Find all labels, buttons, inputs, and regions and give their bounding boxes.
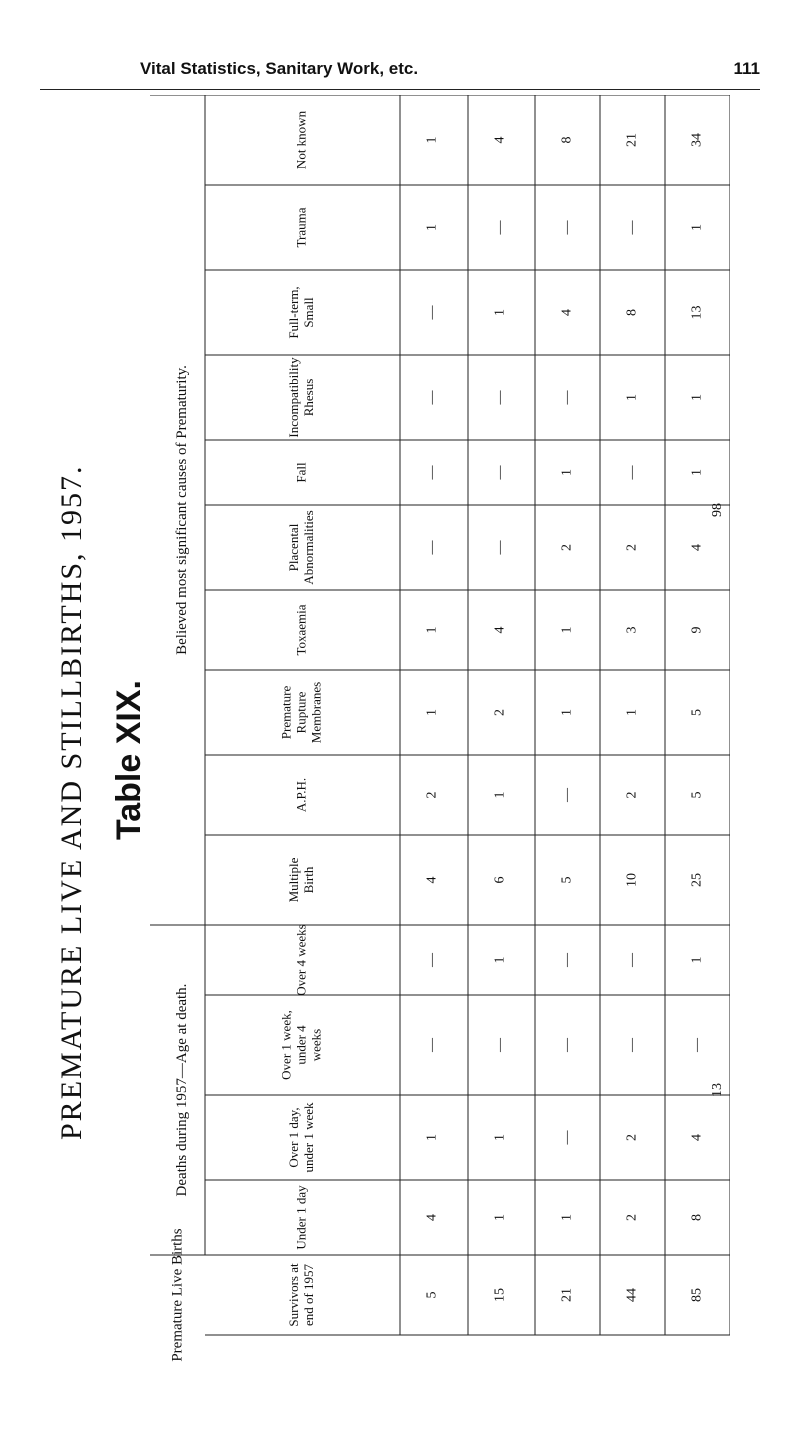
column-header-fall: Fall: [293, 462, 309, 483]
cell-rh-4: 1: [689, 394, 705, 401]
column-header-d3: under 4: [293, 1025, 309, 1065]
cell-d1-1: 1: [492, 1214, 508, 1221]
table-label: Table XIX.: [110, 680, 148, 840]
column-header-rh: Incompatibility: [285, 357, 301, 438]
cell-d2-2: —: [559, 1130, 575, 1145]
cell-fts-3: 8: [624, 309, 640, 316]
header-title: Vital Statistics, Sanitary Work, etc.: [140, 59, 419, 78]
cell-plac-4: 4: [689, 544, 705, 551]
column-header-nk: Not known: [293, 110, 309, 170]
cell-d4-0: —: [424, 953, 440, 967]
cell-d4-3: —: [624, 953, 640, 967]
cell-prm-3: 1: [624, 709, 640, 716]
cell-trauma-0: 1: [424, 224, 440, 231]
cell-mult-3: 10: [624, 873, 640, 887]
column-header-aph: A.P.H.: [293, 777, 309, 813]
cell-rh-2: —: [559, 390, 575, 405]
cell-surv-4: 85: [689, 1288, 705, 1302]
cell-surv-3: 44: [624, 1288, 640, 1302]
cell-mult-0: 4: [424, 876, 440, 884]
cell-nk-2: 8: [559, 136, 575, 144]
column-header-trauma: Trauma: [293, 207, 309, 248]
cell-rh-0: —: [424, 390, 440, 405]
cell-d2-1: 1: [492, 1134, 508, 1141]
cell-d2-4: 4: [689, 1134, 705, 1141]
cell-d1-4: 8: [689, 1214, 705, 1221]
cell-aph-1: 1: [492, 791, 508, 799]
table-titles: [45, 120, 165, 1320]
cell-aph-2: —: [559, 788, 575, 802]
cell-trauma-1: —: [492, 220, 508, 235]
cell-trauma-2: —: [559, 220, 575, 235]
cell-tox-0: 1: [424, 626, 440, 634]
cell-plac-0: —: [424, 540, 440, 555]
cell-surv-0: 5: [424, 1291, 440, 1299]
cell-nk-4: 34: [689, 133, 705, 147]
group-believed-causes: Believed most significant causes of Prematurity.: [173, 365, 190, 655]
cell-fts-2: 4: [559, 309, 575, 316]
cell-d4-1: 1: [492, 956, 508, 964]
cell-mult-2: 5: [559, 876, 575, 884]
cell-rh-1: —: [492, 390, 508, 405]
cell-tox-4: 9: [689, 626, 705, 634]
group-premature-live-births: Premature Live Births: [169, 1228, 186, 1362]
cell-d3-3: —: [624, 1038, 640, 1052]
cell-d1-2: 1: [559, 1214, 575, 1221]
column-header-prm: Membranes: [308, 681, 324, 744]
column-header-surv: end of 1957: [300, 1263, 316, 1327]
cell-aph-3: 2: [624, 791, 640, 799]
cell-prm-1: 2: [492, 709, 508, 716]
cell-d2-0: 1: [424, 1134, 440, 1141]
cell-d3-2: —: [559, 1038, 575, 1052]
cell-prm-2: 1: [559, 709, 575, 716]
column-header-plac: Abnormalities: [300, 510, 316, 585]
cell-fts-0: —: [424, 305, 440, 320]
premature-births-table: [150, 95, 730, 1440]
column-header-d3: weeks: [308, 1028, 324, 1062]
cell-d3-0: —: [424, 1038, 440, 1052]
column-header-d1: Under 1 day: [293, 1185, 309, 1250]
cell-d1-0: 4: [424, 1214, 440, 1221]
cell-mult-1: 6: [492, 876, 508, 884]
cell-prm-4: 5: [689, 709, 705, 716]
cell-nk-1: 4: [492, 136, 508, 144]
column-header-d2: Over 1 day,: [285, 1107, 301, 1168]
column-header-d4: Over 4 weeks: [293, 924, 309, 996]
group-total-causes: 98: [710, 503, 726, 517]
column-header-tox: Toxaemia: [293, 604, 309, 656]
table-title: PREMATURE LIVE AND STILLBIRTHS, 1957.: [55, 464, 88, 1140]
column-header-d3: Over 1 week,: [278, 1010, 294, 1080]
cell-d4-2: —: [559, 953, 575, 967]
cell-fall-4: 1: [689, 469, 705, 476]
column-header-prm: Rupture: [293, 691, 309, 734]
cell-rh-3: 1: [624, 394, 640, 401]
cell-fall-1: —: [492, 465, 508, 480]
cell-tox-2: 1: [559, 626, 575, 634]
cell-d3-4: —: [689, 1038, 705, 1052]
cell-plac-1: —: [492, 540, 508, 555]
cell-nk-3: 21: [624, 133, 640, 147]
column-header-plac: Placental: [285, 523, 301, 572]
cell-d1-3: 2: [624, 1214, 640, 1221]
cell-trauma-3: —: [624, 220, 640, 235]
cell-tox-1: 4: [492, 626, 508, 634]
cell-trauma-4: 1: [689, 224, 705, 231]
cell-fall-0: —: [424, 465, 440, 480]
cell-aph-4: 5: [689, 791, 705, 799]
column-header-d2: under 1 week: [300, 1102, 316, 1173]
cell-fall-3: —: [624, 465, 640, 480]
table-svg: [150, 95, 730, 1440]
group-total-deaths: 13: [710, 1083, 726, 1097]
cell-nk-0: 1: [424, 136, 440, 144]
cell-fts-1: 1: [492, 309, 508, 316]
cell-d3-1: —: [492, 1038, 508, 1052]
cell-plac-2: 2: [559, 544, 575, 551]
column-header-mult: Multiple: [285, 857, 301, 903]
page-number: 111: [733, 59, 760, 78]
column-header-rh: Rhesus: [300, 378, 316, 417]
group-deaths-age: Deaths during 1957—Age at death.: [173, 983, 190, 1197]
cell-fts-4: 13: [689, 305, 705, 320]
cell-prm-0: 1: [424, 709, 440, 716]
column-header-fts: Full-term,: [285, 286, 301, 339]
header-rule: [40, 89, 760, 90]
cell-mult-4: 25: [689, 873, 705, 887]
page-header: [40, 55, 760, 83]
cell-tox-3: 3: [624, 626, 640, 634]
cell-surv-2: 21: [559, 1288, 575, 1302]
column-header-surv: Survivors at: [285, 1263, 301, 1327]
cell-surv-1: 15: [492, 1288, 508, 1302]
cell-aph-0: 2: [424, 791, 440, 799]
cell-d2-3: 2: [624, 1134, 640, 1141]
cell-d4-4: 1: [689, 956, 705, 964]
column-header-fts: Small: [300, 297, 316, 328]
cell-fall-2: 1: [559, 469, 575, 476]
column-header-prm: Premature: [278, 685, 294, 740]
cell-plac-3: 2: [624, 544, 640, 551]
column-header-mult: Birth: [300, 866, 316, 894]
